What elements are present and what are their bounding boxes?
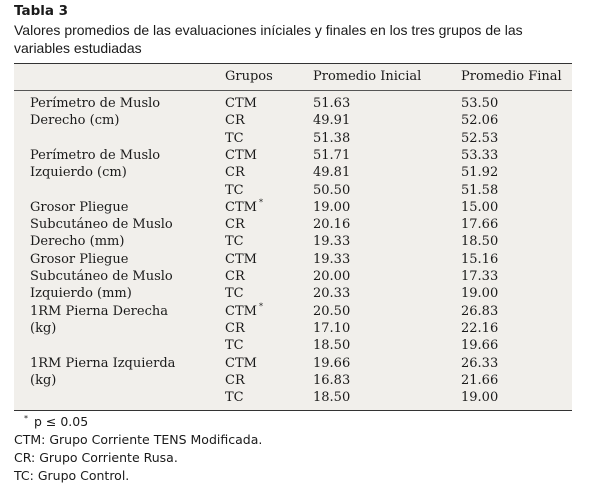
cell-promedio-final: 51.58	[461, 182, 499, 198]
cell-grupo: CR	[225, 372, 245, 388]
data-table	[14, 63, 572, 411]
cell-promedio-final: 17.33	[461, 269, 499, 284]
cell-promedio-inicial: 17.10	[313, 320, 351, 336]
cell-grupo: CR	[225, 165, 245, 181]
variable-label: 1RM Pierna Izquierda	[30, 355, 176, 371]
cell-grupo: TC	[225, 130, 244, 146]
footnote-ctm: CTM: Grupo Corriente TENS Modificada.	[14, 432, 263, 447]
cell-promedio-final: 51.92	[461, 165, 499, 181]
asterisk-marker: *	[24, 414, 28, 423]
variable-label: Subcutáneo de Muslo	[30, 269, 173, 284]
variable-label: (kg)	[30, 372, 57, 388]
cell-promedio-inicial: 19.33	[313, 234, 351, 250]
cell-grupo: TC	[225, 182, 244, 198]
variable-label: Grosor Pliegue	[30, 251, 129, 267]
cell-grupo: TC	[225, 338, 244, 354]
variable-label: Izquierdo (cm)	[30, 165, 127, 181]
cell-promedio-final: 15.00	[461, 199, 499, 215]
cell-promedio-final: 19.00	[461, 286, 499, 302]
cell-promedio-inicial: 51.71	[313, 147, 351, 163]
cell-promedio-final: 17.66	[461, 217, 499, 233]
variable-label: 1RM Pierna Derecha	[30, 303, 168, 319]
cell-promedio-inicial: 19.66	[313, 355, 351, 371]
cell-promedio-inicial: 20.50	[313, 303, 351, 319]
cell-grupo: CR	[225, 320, 245, 336]
significance-asterisk: *	[258, 301, 263, 311]
cell-grupo: TC	[225, 390, 244, 406]
variable-label: Izquierdo (mm)	[30, 286, 132, 302]
cell-grupo: CTM	[225, 96, 257, 111]
cell-grupo: CTM	[225, 251, 257, 267]
cell-grupo: CR	[225, 217, 245, 233]
cell-promedio-final: 52.06	[461, 113, 499, 129]
cell-promedio-inicial: 49.91	[313, 113, 351, 129]
cell-promedio-final: 19.66	[461, 338, 499, 354]
column-header-grupos: Grupos	[225, 69, 273, 84]
cell-grupo: CTM	[225, 355, 257, 371]
table-caption: Valores promedios de las evaluaciones iníciales y finales en los tres grupos de las variables estudiadas	[14, 22, 523, 56]
significance-asterisk: *	[258, 197, 263, 207]
cell-promedio-inicial: 18.50	[313, 338, 351, 354]
cell-grupo: CTM *	[225, 197, 263, 215]
cell-promedio-final: 15.16	[461, 251, 499, 267]
cell-grupo: TC	[225, 286, 244, 302]
cell-promedio-final: 26.33	[461, 355, 499, 371]
cell-grupo: CR	[225, 269, 245, 284]
cell-promedio-inicial: 49.81	[313, 165, 351, 181]
footnote-cr: CR: Grupo Corriente Rusa.	[14, 450, 178, 465]
cell-promedio-inicial: 20.16	[313, 217, 351, 233]
cell-promedio-final: 21.66	[461, 372, 499, 388]
variable-label: Derecho (cm)	[30, 113, 120, 129]
cell-promedio-inicial: 51.38	[313, 130, 351, 146]
cell-promedio-final: 22.16	[461, 320, 499, 336]
cell-promedio-final: 53.33	[461, 147, 499, 163]
cell-promedio-inicial: 19.00	[313, 199, 351, 215]
table-title: Tabla 3	[14, 3, 69, 19]
cell-grupo: CTM	[225, 147, 257, 163]
cell-promedio-final: 18.50	[461, 234, 499, 250]
cell-promedio-inicial: 16.83	[313, 372, 351, 388]
cell-promedio-inicial: 20.00	[313, 269, 351, 284]
cell-promedio-inicial: 50.50	[313, 182, 351, 198]
variable-label: Subcutáneo de Muslo	[30, 217, 173, 233]
footnote-significance: * p ≤ 0.05	[24, 414, 89, 429]
variable-label: (kg)	[30, 320, 57, 336]
variable-label: Derecho (mm)	[30, 234, 125, 250]
cell-promedio-final: 53.50	[461, 96, 499, 111]
column-header-promedio-inicial: Promedio Inicial	[313, 69, 422, 84]
cell-promedio-inicial: 20.33	[313, 286, 351, 302]
cell-promedio-final: 19.00	[461, 390, 499, 406]
cell-grupo: CR	[225, 113, 245, 129]
cell-promedio-inicial: 19.33	[313, 251, 351, 267]
variable-label: Perímetro de Muslo	[30, 96, 161, 111]
column-header-promedio-final: Promedio Final	[461, 69, 562, 84]
footnote-tc: TC: Grupo Control.	[14, 468, 130, 483]
variable-label: Grosor Pliegue	[30, 199, 129, 215]
header-divider	[14, 90, 572, 91]
variable-label: Perímetro de Muslo	[30, 147, 161, 163]
cell-promedio-final: 52.53	[461, 130, 499, 146]
cell-promedio-inicial: 18.50	[313, 390, 351, 406]
cell-grupo: CTM *	[225, 301, 263, 319]
cell-promedio-final: 26.83	[461, 303, 499, 319]
cell-promedio-inicial: 51.63	[313, 96, 351, 111]
cell-grupo: TC	[225, 234, 244, 250]
